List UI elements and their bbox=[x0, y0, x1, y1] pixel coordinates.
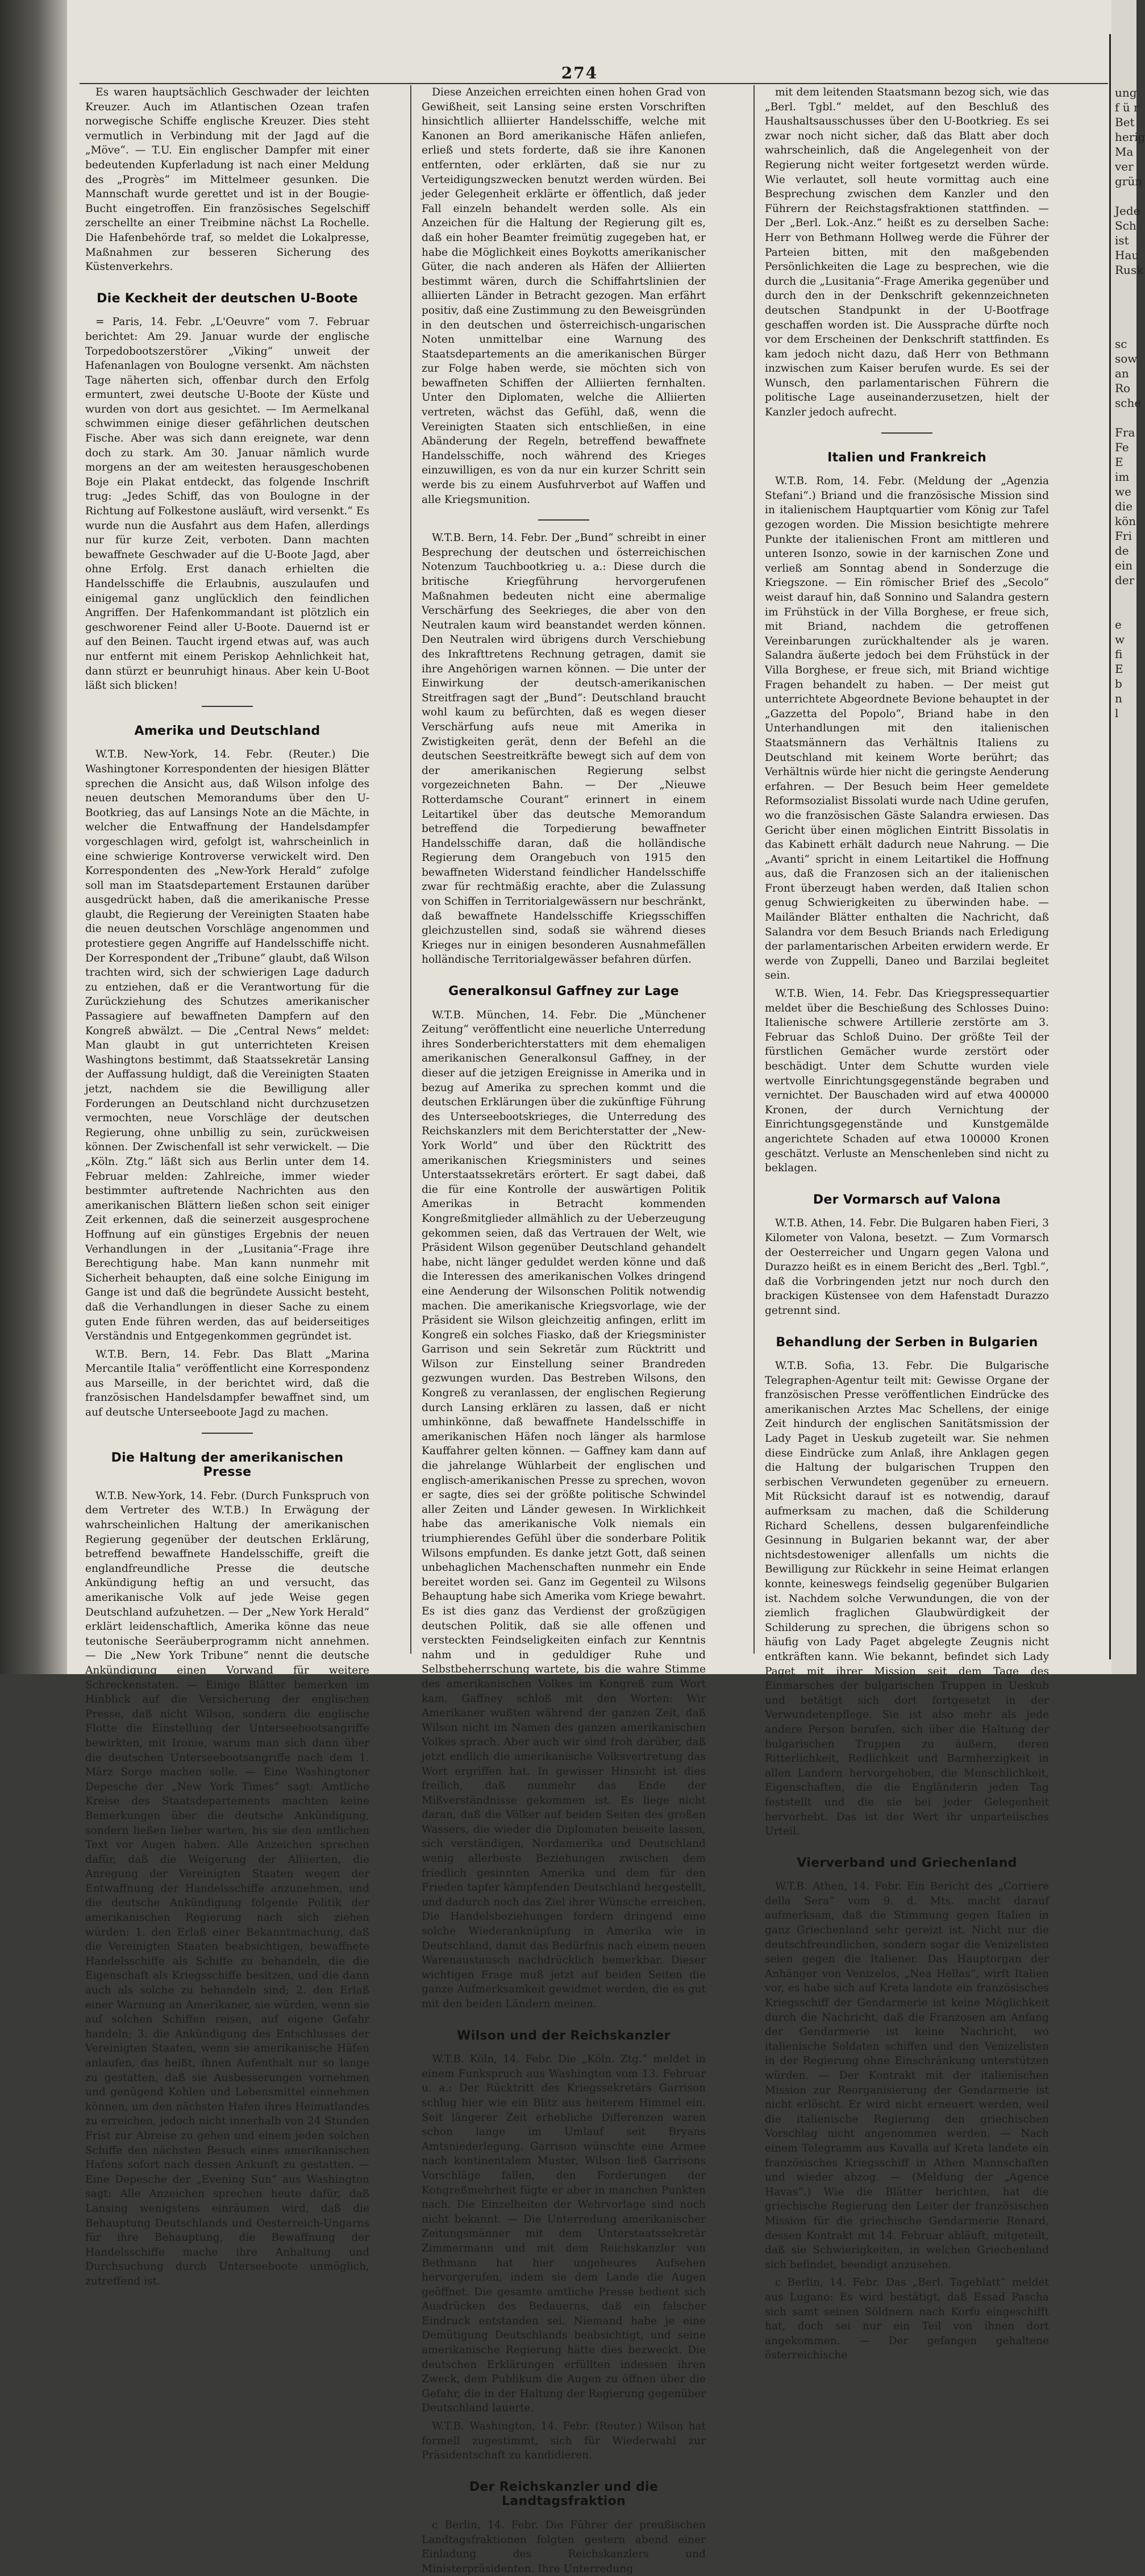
page-number: 274 bbox=[561, 64, 598, 82]
adjacent-page-fragment bbox=[1111, 322, 1136, 336]
column-1 bbox=[85, 85, 369, 2287]
adjacent-page-fragment bbox=[1111, 277, 1136, 292]
adjacent-page-fragment: die bbox=[1115, 500, 1133, 513]
adjacent-page-fragment: we bbox=[1115, 485, 1131, 498]
headline-wilson-reichskanzler: Wilson und der Reichskanzler bbox=[457, 2028, 671, 2043]
adjacent-page-fragment: Hau bbox=[1115, 248, 1139, 262]
adjacent-page-fragment: E bbox=[1115, 662, 1123, 676]
adjacent-page-fragment bbox=[1111, 410, 1136, 425]
adjacent-page-fragment: Fra bbox=[1115, 426, 1135, 439]
adjacent-page-fragment: im bbox=[1115, 470, 1130, 484]
adjacent-page-fragment bbox=[1111, 588, 1136, 602]
adjacent-page-fragment: Jede bbox=[1115, 204, 1140, 218]
adjacent-page-fragment: w bbox=[1115, 632, 1125, 646]
adjacent-page-fragment: sche bbox=[1115, 396, 1142, 410]
adjacent-page-fragment bbox=[1111, 189, 1136, 203]
headline-vormarsch-valona: Der Vormarsch auf Valona bbox=[813, 1192, 1001, 1207]
article-italien-frankreich: W.T.B. Rom, 14. Febr. (Meldung der „Agenzia Stefani“.) Briand und die französische Mission sind in italienischem Hauptquartier vom König zur Tafel gezogen worden. Die Mission besichtigte mehrere Punkte der italienischen Front am mittleren und unteren Isonzo, sowie in der karnischen Zone und verließ am Sonntag abend in Sonderzuge die Kriegszone. — Ein römischer Brief des „Secolo“ weist darauf hin, daß Sonnino und Salandra gestern im Frühstück in der Villa Borghese, er freue sich, mit Briand, nachdem die getroffenen Vereinbarungen zurückhaltender als je waren. Salandra äußerte jedoch bei dem Frühstück in der Villa Borghese, er freue sich, mit Briand wichtige Fragen behandelt zu haben. — Der meist gut unterrichtete Abgeordnete Bevione behauptet in der „Gazzetta del Popolo“, Briand habe in den Unterhandlungen mit den italienischen Staatsmännern das Verhältnis Italiens zu Deutschland mit keinem Worte berührt; das Verhältnis würde hier nicht die geringste Aenderung erfahren. — Der Besuch beim Heer gemeldete Reformsozialist Bissolati wurde nach Udine gerufen, wo die französischen Gäste Salandra erwiesen. Das Gericht über einen möglichen Eintritt Bissolatis in das Kabinett erhält dadurch neue Nahrung. — Die „Avanti“ spricht in einem Leitartikel die Hoffnung aus, daß die Franzosen sich an der italienischen Front überzeugt haben werden, daß Italien schon genug Schwierigkeiten zu überwinden habe. — Mailänder Blätter enthalten die Nachricht, daß Salandra vor dem Besuch Briands nach Erledigung der parlamentarischen Arbeiten erwidern werde. Er werde von Zuppelli, Daneo und Barzilai begleitet sein. bbox=[765, 475, 1049, 982]
adjacent-page-fragment: Rusk bbox=[1115, 263, 1144, 277]
adjacent-page-fragment: e bbox=[1115, 618, 1122, 631]
adjacent-page-fragment: Sch bbox=[1115, 219, 1136, 232]
article-continued-intro: Es waren hauptsächlich Geschwader der leichten Kreuzer. Auch im Atlantischen Ozean trafen norwegische Schiffe englische Kreuzer. Dies steht vermutlich in Verbindung mit der Jagd auf die „Möve“. — T.U. Ein englischer Dampfer mit einer bedeutenden Kupferladung ist nach einer Meldung des „Progrès“ im Mittelmeer gesunken. Die Mannschaft wurde gerettet und ist in der Bougie-Bucht eingetroffen. Ein französisches Segelschiff zerschellte an einer Treibmine nächst La Rochelle. Die Hafenbehörde traf, so meldet die Lokalpresse, Maßnahmen zur besseren Sicherung des Küstenverkehrs. bbox=[85, 86, 369, 273]
adjacent-page-fragment: Ro bbox=[1115, 381, 1131, 395]
article-amerika-deutschland: W.T.B. New-York, 14. Febr. (Reuter.) Die Washingtoner Korrespondenten der hiesigen Blätter sprechen die Ansicht aus, daß Wilson infolge des neuen deutschen Memorandums über den U-Bootkrieg, das auf Lansings Note an die Mächte, in welcher die Entwaffnung der Handelsdampfer vorgeschlagen wird, gefolgt ist, wahrscheinlich in eine schwierige Kontroverse verwickelt wird. Den Korrespondenten des „New-York Herald“ zufolge soll man im Staatsdepartement Erstaunen darüber ausgedrückt haben, daß die amerikanische Presse glaubt, die Regierung der Vereinigten Staaten habe die neuen deutschen Vorschläge angenommen und protestiere gegen Angriffe auf Handelsschiffe nicht. Der Korrespondent der „Tribune“ glaubt, daß Wilson trachten wird, sich der schwierigen Lage dadurch zu entziehen, daß er die Verantwortung für die Zurückziehung des Schutzes amerikanischer Passagiere auf bewaffneten Dampfern auf den Kongreß abwälzt. — Die „Central News“ meldet: Man glaubt in gut unterrichteten Kreisen Washingtons bestimmt, daß Staatssekretär Lansing der Auffassung huldigt, daß die Vereinigten Staaten jetzt, nachdem sie die Bewilligung aller Forderungen an Deutschland nicht durchzusetzen vermochten, neue Vorschläge der deutschen Regierung, ohne unbillig zu sein, zurückweisen können. Der Zwischenfall ist sehr verwickelt. — Die „Köln. Ztg.“ läßt sich aus Berlin unter dem 14. Februar melden: Zahlreiche, immer wieder bestimmter auftretende Nachrichten aus den amerikanischen Blättern ließen schon seit einiger Zeit erkennen, daß die seinerzeit ausgesprochene Hoffnung auf ein günstiges Ergebnis der neuen Verhandlungen in der „Lusitania“-Frage ihre Berechtigung habe. Man kann nunmehr mit Sicherheit behaupten, daß eine solche Einigung im Gange ist und daß die begründete Aussicht besteht, daß die Verhandlungen in dieser Sache zu einem guten Ende führen werden, das auf beiderseitiges Verständnis und Entgegenkommen gegründet ist. bbox=[85, 748, 369, 1343]
column-rule-1 bbox=[410, 85, 411, 1654]
separator bbox=[881, 432, 932, 434]
article-vormarsch-valona: W.T.B. Athen, 14. Febr. Die Bulgaren haben Fieri, 3 Kilometer von Valona, besetzt. — Zum Vormarsch der Oesterreicher und Ungarn gegen Valona und Durazzo heißt es in einem Bericht des „Berl. Tgbl.“, daß die Vorbringenden jetzt nur noch durch den brackigen Küstensee von dem Hafenstadt Durazzo getrennt sind. bbox=[765, 1217, 1049, 1317]
article-bund-bern: W.T.B. Bern, 14. Febr. Der „Bund“ schreibt in einer Besprechung der deutschen und österreichischen Notenzum Tauchbootkrieg u. a.: Diese durch die britische Kriegführung hervorgerufenen Maßnahmen bedeuten nicht eine abermalige Verschärfung des Seekrieges, die aber von den Neutralen kaum wird beanstandet werden können. Den Neutralen wird übrigens durch Verschiebung des Inkrafttretens Rechnung getragen, damit sie ihre Angehörigen warnen können. — Die unter der Einwirkung der deutsch-amerikanischen Streitfragen sagt der „Bund“: Deutschland braucht wohl kaum zu befürchten, daß es wegen dieser Verschärfung aufs neue mit Amerika in Zwistigkeiten gerät, denn der Befehl an die deutschen Seestreitkräfte bewegt sich auf dem von der amerikanischen Regierung selbst vorgezeichneten Bahn. — Der „Nieuwe Rotterdamsche Courant“ erinnert in einem Leitartikel über das deutsche Memorandum betreffend die Torpedierung bewaffneter Handelsschiffe daran, daß die holländische Regierung dem Orangebuch von 1915 den bewaffneten Widerstand feindlicher Handelsschiffe zwar für rechtmäßig erachte, aber die Zulassung von Schiffen in Territorialgewässern nur beschränkt, daß bewaffnete Handelsschiffe Kriegsschiffen gleichzustellen sind, sodaß sie während dieses Krieges nur in einigen besonderen Ausnahmefällen holländische Territorialgewässer befahren dürfen. bbox=[422, 532, 706, 966]
separator bbox=[538, 519, 589, 521]
adjacent-page-fragment: f ü r bbox=[1115, 101, 1139, 114]
headline-amerikanische-presse: Die Haltung der amerikanischen Presse bbox=[111, 1450, 344, 1480]
adjacent-page-fragment: fi bbox=[1115, 647, 1123, 661]
column-rule-2 bbox=[753, 85, 755, 1654]
article-schloss-duino: W.T.B. Wien, 14. Febr. Das Kriegspressequartier meldet über die Beschießung des Schlosses Duino: Italienische schwere Artillerie zerstörte am 3. Februar das Schloß Duino. Der größte Teil der fürstlichen Gemächer wurde zerstört oder beschädigt. Unter dem Schutte wurden viele wertvolle Einrichtungsgegenstände begraben und vernichtet. Der Bauschaden wird auf etwa 400000 Kronen, der durch Vernichtung der Einrichtungsgegenstände und Kunstgemälde angerichtete Schaden auf etwa 100000 Kronen geschätzt. Verluste an Menschenleben sind nicht zu beklagen. bbox=[765, 988, 1049, 1175]
adjacent-page-fragment: ver bbox=[1115, 160, 1134, 173]
article-landtagsfraktion: c Berlin, 14. Febr. Die Führer der preußischen Landtagsfraktionen folgten gestern abend einer Einladung des Reichskanzlers und Ministerpräsidenten. Ihre Unterredung bbox=[422, 2519, 706, 2575]
separator bbox=[202, 706, 253, 707]
book-binding-shadow bbox=[0, 0, 67, 1674]
separator bbox=[202, 1433, 253, 1434]
article-anzeichen-continued: Diese Anzeichen erreichten einen hohen Grad von Gewißheit, seit Lansing seine ersten Vorschriften hinsichtlich alliierter Handelsschiffe, welche mit Kanonen an Bord amerikanische Häfen anliefen, erließ und stets forderte, daß sie ihre Kanonen entfernten, oder erklärten, daß sie nur zu Verteidigungszwecken benutzt werden würden. Bei jeder Gelegenheit erklärte er öffentlich, daß jeder Fall einzeln behandelt werden solle. Als ein Anzeichen für die Haltung der Regierung gilt es, daß ein hoher Beamter freimütig zugegeben hat, er habe die Möglichkeit eines Boykotts amerikanischer Güter, die nach anderen als Häfen der Alliierten bestimmt wären, durch die Schiffahrtslinien der alliierten Länder in Betracht gezogen. Man erfährt positiv, daß eine Zustimmung zu den Beweisgründen in den deutschen und österreichisch-ungarischen Noten unmittelbar eine Warnung des Staatsdepartements an die amerikanischen Bürger zur Folge haben werde, sie möchten sich von bewaffneten Schiffen der Alliierten fernhalten. Unter den Diplomaten, welche die Alliierten vertreten, wächst das Gefühl, daß, wenn die Vereinigten Staaten sich entschließen, in eine Abänderung der Regeln, betreffend bewaffnete Handelsschiffe, noch während des Krieges einzuwilligen, es von da nur ein kurzer Schritt sein werde bis zu einem Ausfuhrverbot auf Waffen und alle Kriegsmunition. bbox=[422, 86, 706, 506]
headline-vierverband-griechenland: Vierverband und Griechenland bbox=[797, 1855, 1017, 1870]
adjacent-page-fragment: sow bbox=[1115, 352, 1138, 365]
adjacent-page-fragment: an bbox=[1115, 367, 1129, 380]
adjacent-page-fragment: herig bbox=[1115, 130, 1145, 144]
article-staatsmann-continued: mit dem leitenden Staatsmann bezog sich, wie das „Berl. Tgbl.“ meldet, auf den Beschluß des Haushaltsausschusses über den U-Bootkrieg. Es sei zwar noch nicht sicher, daß das Blatt aber doch wahrscheinlich, daß die Angelegenheit von der Regierung nicht weiter fortgesetzt werden würde. Wie verlautet, soll heute vormittag auch eine Besprechung zwischen dem Kanzler und den Führern der Reichstagsfraktionen stattfinden. — Der „Berl. Lok.-Anz.“ heißt es zu derselben Sache: Herr von Bethmann Hollweg werde die Führer der Parteien bitten, mit den maßgebenden Persönlichkeiten die Lage zu besprechen, wie die durch die „Lusitania“-Frage Amerika gegenüber und durch den in der Denkschrift gekennzeichneten deutschen Standpunkt in der U-Bootfrage geschaffen worden ist. Die Aussprache dürfte noch vor dem Erscheinen der Denkschrift stattfinden. Es kam jedoch nicht dazu, daß Herr von Bethmann inzwischen zum Kaiser berufen wurde. Es sei der Wunsch, den parlamentarischen Führern die politische Lage auseinanderzusetzen, hielt der Kanzler jedoch aufrecht. bbox=[765, 86, 1049, 419]
column-2 bbox=[422, 85, 706, 2575]
adjacent-page-fragment: Ma bbox=[1115, 145, 1134, 159]
article-essad-pascha: c Berlin, 14. Febr. Das „Berl. Tageblatt“ meldet aus Lugano: Es wird bestätigt, daß Essad Pascha sich samt seinen Söldnern nach Korfu eingeschifft hat, doch sei nur ein Teil von ihnen dort angekommen. — Der gefangen gehaltene österreichische bbox=[765, 2277, 1049, 2362]
adjacent-page-edge bbox=[1111, 0, 1145, 1674]
article-wilson-reichskanzler: W.T.B. Köln, 14. Febr. Die „Köln. Ztg.“ meldet in einem Funkspruch aus Washington vom 13. Februar u. a.: Der Rücktritt des Kriegssekretärs Garrison schlug hier wie ein Blitz aus heiterem Himmel ein. Seit längerer Zeit erhebliche Differenzen waren schon lange im Umlauf seit Bryans Amtsniederlegung. Garrison wünschte eine Armee nach kontinentalem Muster, Wilson ließ Garrisons Vorschläge fallen, den Forderungen der Kongreßmehrheit fügte er aber in manchen Punkten nach. Die Einzelheiten der Wehrvorlage sind noch nicht bekannt. — Die Unterredung amerikanischer Zeitungsmänner mit dem Unterstaatssekretär Zimmermann und mit dem Reichskanzler von Bethmann hat hier ungeheures Aufsehen hervorgerufen, indem sie dem Lande die Augen geöffnet. Die gesamte amtliche Presse bedient sich Ausdrücken des Bedauerns, daß ein falscher Eindruck entstanden sei. Niemand habe je eine Demütigung Deutschlands beabsichtigt, und seine amerikanische Regierung hätte dies bezweckt. Die deutschen Erklärungen erfüllten indessen ihren Zweck, dem Publikum die Augen zu öffnen über die Gefahr, die in der Haltung der Regierung gegenüber Deutschland lauerte. bbox=[422, 2053, 706, 2415]
adjacent-page-fragment: ung bbox=[1115, 86, 1137, 99]
article-wilson-wiederwahl: W.T.B. Washington, 14. Febr. (Reuter.) Wilson hat formell zugestimmt, sich für Wiederwahl zur Präsidentschaft zu kandidieren. bbox=[422, 2420, 706, 2462]
adjacent-page-fragment: sc bbox=[1115, 337, 1127, 351]
adjacent-page-fragment: Fe bbox=[1115, 440, 1129, 454]
header-rule bbox=[80, 83, 1108, 84]
adjacent-page-fragment: l bbox=[1115, 706, 1119, 720]
adjacent-page-fragment: der bbox=[1115, 573, 1135, 587]
adjacent-page-fragment: ein bbox=[1115, 559, 1133, 572]
headline-serben-bulgarien: Behandlung der Serben in Bulgarien bbox=[776, 1335, 1038, 1350]
adjacent-page-fragment bbox=[1111, 292, 1136, 307]
adjacent-page-fragment: kön bbox=[1115, 514, 1136, 528]
adjacent-page-fragment: ist bbox=[1115, 234, 1129, 247]
article-serben-bulgarien: W.T.B. Sofia, 13. Febr. Die Bulgarische Telegraphen-Agentur teilt mit: Gewisse Organe der französischen Presse veröffentlichen Eindrücke des amerikanischen Arztes Mac Schellens, der einige Zeit hindurch der englischen Sanitätsmission der Lady Paget in Ueskub zugeteilt war. Sie nehmen diese Eindrücke zum Anlaß, ihre Anklagen gegen die Haltung der bulgarischen Truppen den serbischen Verwundeten gegenüber zu erneuern. Mit Rücksicht darauf ist es notwendig, darauf aufmerksam zu machen, daß die Schilderung Richard Schellens, dessen bulgarenfeindliche Gesinnung in Bulgarien bekannt war, der aber nichtsdestoweniger allenfalls um nichts die Bewilligung zur Rückkehr in seine Heimat erlangen konnte, keineswegs feindselig gegenüber Bulgarien ist. Nachdem solche Verwundungen, die von der ziemlich fraglichen Glaubwürdigkeit der Schilderung zu sprechen, die übrigens schon so häufig von Lady Paget abgelegte Zeugnis nicht entkräften kann. Wie bekannt, befindet sich Lady Paget mit ihrer Mission seit dem Tage des Einmarsches der bulgarischen Truppen in Ueskub und betätigt sich dort fortgesetzt in der Verwundetenpflege. Sie ist also mehr als jede andere Person berufen, sich über die Haltung der bulgarischen Truppen zu äußern, deren Ritterlichkeit, Redlichkeit und Barmherzigkeit in allen Landern hervorgehoben, die Menschlichkeit, Eigenschaften, die die Engländerin jeden Tag feststellt und die sie bei jeder Gelegenheit hervorhebt. Das ist der Wert ihr unparteiisches Urteil. bbox=[765, 1360, 1049, 1838]
article-u-boote: = Paris, 14. Febr. „L'Oeuvre“ vom 7. Februar berichtet: Am 29. Januar wurde der englische Torpedobootszerstörer „Viking“ unweit der Hafenanlagen von Boulogne versenkt. Am nächsten Tage näherten sich, offenbar durch den Erfolg ermuntert, zwei deutsche U-Boote der Küste und wurden von dort aus gesichtet. — Im Aermelkanal schwimmen einige dieser gefährlichen deutschen Fische. Aber was sich dann ereignete, war denn doch zu stark. Am 30. Januar nämlich wurde morgens an der am weitesten herausgeschobenen Boje ein Plakat entdeckt, das folgende Inschrift trug: „Jedes Schiff, das von Boulogne in der Richtung auf Folkestone ausläuft, wird versenkt.“ Es wurde nun die Ausfahrt aus dem Hafen, allerdings nur für kurze Zeit, verboten. Dann machten bewaffnete Geschwader auf die U-Boote Jagd, aber ohne Erfolg. Erst danach erhielten die Handelsschiffe die Erlaubnis, auszulaufen und einigemal ganz unglücklich den feindlichen Angriffen. Der Hafenkommandant ist plötzlich ein geschworener Feind aller U-Boote. Dauernd ist er auf den Beinen. Taucht irgend etwas auf, was auch nur entfernt mit einem Periskop Aehnlichkeit hat, dann stürzt er beunruhigt hinaus. Aber kein U-Boot läßt sich blicken! bbox=[85, 316, 369, 692]
headline-u-boote: Die Keckheit der deutschen U-Boote bbox=[97, 291, 358, 306]
adjacent-page-fragment: E bbox=[1115, 455, 1123, 469]
article-gaffney: W.T.B. München, 14. Febr. Die „Münchener Zeitung“ veröffentlicht eine neuerliche Unterredung ihres Sonderberichterstatters mit dem ehemaligen amerikanischen Generalkonsul Gaffney, in der dieser auf die jetzigen Ereignisse in Amerika und in bezug auf Amerika zu sprechen kommt und die deutschen Erklärungen über die zukünftige Führung des Unterseebootskrieges, die Unterredung des Reichskanzlers mit dem Berichterstatter der „New-York World“ und über den Rücktritt des amerikanischen Kriegsministers und seines Unterstaatssekretärs erörtert. Er sagt dabei, daß die für eine Kontrolle der auswärtigen Politik Amerikas in Betracht kommenden Kongreßmitglieder allmählich zu der Ueberzeugung gekommen seien, daß das Vertrauen der Welt, wie Präsident Wilson gegenüber Deutschland gehandelt habe, nicht länger geduldet werden könne und daß die Interessen des amerikanischen Volkes dringend eine Aenderung der Wilsonschen Politik notwendig machen. Die amerikanische Kriegsvorlage, wie der Präsident sie Wilson gleichzeitig anfingen, erlitt im Kongreß ein solches Fiasko, daß der Kriegsminister Garrison und sein Sekretär zum Rücktritt und Wilson zur Einstellung seiner Brandreden gezwungen wurden. Das Bestreben Wilsons, den Kongreß zu veranlassen, der englischen Regierung durch Lansing erklären zu lassen, daß er nicht umhinkönne, daß bewaffnete Handelsschiffe in amerikanischen Häfen noch länger als harmlose Kauffahrer gelten können. — Gaffney kam dann auf die jahrelange Wühlarbeit der englischen und englisch-amerikanischen Presse zu sprechen, wovon er sagte, dies sei der größte politische Schwindel aller Zeiten und Länder gewesen. In Wirklichkeit habe das amerikanische Volk niemals ein triumphierendes Gefühl über die sonderbare Politik Wilsons empfunden. Es danke jetzt Gott, daß seinen unbehaglichen Machenschaften nunmehr ein Ende bereitet worden sei. Ganz im Gegenteil zu Wilsons Behauptung habe sich Amerika vom Kriege bewahrt. Es ist dies ganz das Verdienst der großzügigen deutschen Politik, daß sie alle offenen und versteckten Feindseligkeiten einfach zur Kenntnis nahm und in geduldiger Ruhe und Selbstbeherrschung wartete, bis die wahre Stimme des amerikanischen Volkes im Kongreß zum Wort kam. Gaffney schloß mit den Worten: Wir Amerikaner wußten während der ganzen Zeit, daß Wilson nicht im Namen des ganzen amerikanischen Volkes sprach. Aber auch wir sind froh darüber, daß jetzt endlich die amerikanische Volksvertretung das Wort ergriffen hat. In gewisser Hinsicht ist dies freilich, daß nunmehr das Ende der Mißverständnisse gekommen ist. Es liege nicht daran, daß die Völker auf beiden Seiten des großen Wassers, die wieder die Diplomaten beiseite lassen, sich verständigen, Nordamerika und Deutschland wenig allerbeste Beziehungen zwischen dem friedlich gesinnten Amerika und dem für den Frieden tapfer kämpfenden Deutschland hergestellt, und dadurch noch das Ziel ihrer Wünsche erreichen. Die Handelsbeziehungen fordern dringend eine solche Wiederanknüpfung in Amerika wie in Deutschland, damit das Bedürfnis nach einem neuen Warenaustausch nachdrücklich bemerkbar. Dieser wichtigen Frage muß jetzt auf beiden Seiten die ganze Aufmerksamkeit gewidmet werden, die es gut mit den beiden Ländern meinen. bbox=[422, 1009, 706, 2010]
headline-italien-frankreich: Italien und Frankreich bbox=[827, 450, 986, 465]
adjacent-page-fragment: Fri bbox=[1115, 529, 1132, 543]
headline-landtagsfraktion: Der Reichskanzler und die Landtagsfraktion bbox=[469, 2479, 659, 2509]
outer-page-rule bbox=[1109, 34, 1111, 1659]
adjacent-page-fragment: n bbox=[1115, 692, 1122, 705]
adjacent-page-fragment bbox=[1111, 307, 1136, 322]
article-vierverband-griechenland: W.T.B. Athen, 14. Febr. Ein Bericht des „Corriere della Sera“ vom 9. d. Mts. macht darauf aufmerksam, daß die Stimmung gegen Italien in ganz Griechenland sehr gereizt ist. Nicht nur die deutschfreundlichen, sondern sogar die Venizelisten seien gegen die Italiener. Das Hauptorgan der Anhänger von Venizelos, „Nea Hellas“, wirft Italien vor, es habe sich auf Kreta landete ein französisches Kriegsschiff der Gendarmerie ist keine Möglichkeit durch die Nachricht, daß die Franzosen am Anfang der Gendarmerie ist keine Nachricht, wo italienische Soldaten schiffen und den Venizelisten in der Regierung ohne Einschränkung unterstützen würden. — Der Kontrakt mit der italienischen Mission zur Reorganisierung der Gendarmerie ist nicht erlöscht. Er wird nicht erneuert werden, weil die italienische Regierung den griechischen Vorschlag nicht angenommen werden. — Nach einem Telegramm aus Kavalla auf Kreta landete ein französisches Kriegsschiff in Athen Mannschaften und wieder abzog. — (Meldung der „Agence Havas“.) Wie die Blätter berichten, hat die griechische Regierung den Leiter der französischen Mission für die griechische Gendarmerie Renard, dessen Kontrakt mit 14. Februar abläuft, mitgeteilt, daß sie Schwierigkeiten, in welchen Griechenland sich befindet, beendigt anzusehen. bbox=[765, 1880, 1049, 2271]
headline-amerika-deutschland: Amerika und Deutschland bbox=[134, 723, 320, 738]
adjacent-page-fragment: Bet bbox=[1115, 115, 1135, 129]
column-3 bbox=[765, 85, 1049, 2362]
article-amerikanische-presse: W.T.B. New-York, 14. Febr. (Durch Funkspruch von dem Vertreter des W.T.B.) In Erwägung der wahrscheinlichen Haltung der amerikanischen Regierung gegenüber der deutschen Erklärung, betreffend bewaffnete Handelsschiffe, greift die englandfreundliche Presse die deutsche Ankündigung heftig an und versucht, das amerikanische Volk auf jede Weise gegen Deutschland aufzuhetzen. — Der „New York Herald“ erklärt leidenschaftlich, Amerika könne das neue teutonische Seeräuberprogramm nicht annehmen. — Die „New York Tribune“ nennt die deutsche Ankündigung einen Vorwand für weitere Schreckenstaten. — Einige Blätter bemerken im Hinblick auf die Versicherung der englischen Presse, daß nicht Wilson, sondern die englische Flotte die Einstellung der Unterseebootsangriffe bewirkten, mit Ironie, warum man sich dann über die deutschen Unterseebootsangriffe nach dem 1. März Sorge machen solle. — Eine Washingtoner Depesche der „New York Times“ sagt: Amtliche Kreise des Staatsdepartements machten keine Bemerkungen über die deutsche Ankündigung, sondern ließen lieber warten, bis sie den amtlichen Text vor Augen haben. Alle Anzeichen sprechen dafür, daß die Weigerung der Alliierten, die Anregung der Vereinigten Staaten wegen der Entwaffnung der Handelsschiffe anzunehmen, und die deutsche Ankündigung folgende Politik der amerikanischen Regierung nach sich ziehen würden: 1. den Erlaß einer Bekanntmachung, daß die Vereinigten Staaten beabsichtigen, bewaffnete Handelsschiffe als Schiffe zu behandeln, die die Eigenschaft als Kriegsschiffe besitzen, und die dann auch als solche zu behandeln sind; 2. den Erlaß einer Warnung an Amerikaner, sie würden, wenn sie auf solchen Schiffen reisen, auf eigene Gefahr handeln; 3. die Ankündigung des Entschlusses der Vereinigten Staaten, wenn sie amerikanische Häfen anlaufen, das heißt, ihnen Aufenthalt nur so lange zu gestatten, daß sie Ausbesserungen vornehmen und genügend Kohlen und Lebensmittel einnehmen können, um den nächsten Hafen ihres Heimatlandes zu erreichen, jedoch nicht innerhalb von 24 Stunden Frist zur Abreise zu gehen und einem jeden solchen Schiffe den nächsten Besuch eines amerikanischen Hafens sofort nach dessen Ankunft zu gestatten. — Eine Depesche der „Evening Sun“ aus Washington sagt: Alle Anzeichen sprechen heute dafür, daß Lansing wenigstens einräumen wird, daß die Behauptung Deutschlands und Oesterreich-Ungarns für ihre Behauptung, die Bewaffnung der Handelsschiffe mache ihre Anhaltung und Durchsuchung durch Unterseeboote unmöglich, zutreffend ist. bbox=[85, 1489, 369, 2287]
adjacent-page-fragment: grün bbox=[1115, 174, 1143, 188]
headline-gaffney: Generalkonsul Gaffney zur Lage bbox=[448, 984, 679, 999]
adjacent-page-fragment: de bbox=[1115, 544, 1129, 557]
article-marina-mercantile: W.T.B. Bern, 14. Febr. Das Blatt „Marina Mercantile Italia“ veröffentlicht eine Korrespondenz aus Marseille, in der berichtet wird, daß die französischen Handelsdampfer bewaffnet sind, um auf deutsche Unterseeboote Jagd zu machen. bbox=[85, 1348, 369, 1419]
adjacent-page-fragment: b bbox=[1115, 677, 1122, 690]
adjacent-page-fragment bbox=[1111, 602, 1136, 617]
